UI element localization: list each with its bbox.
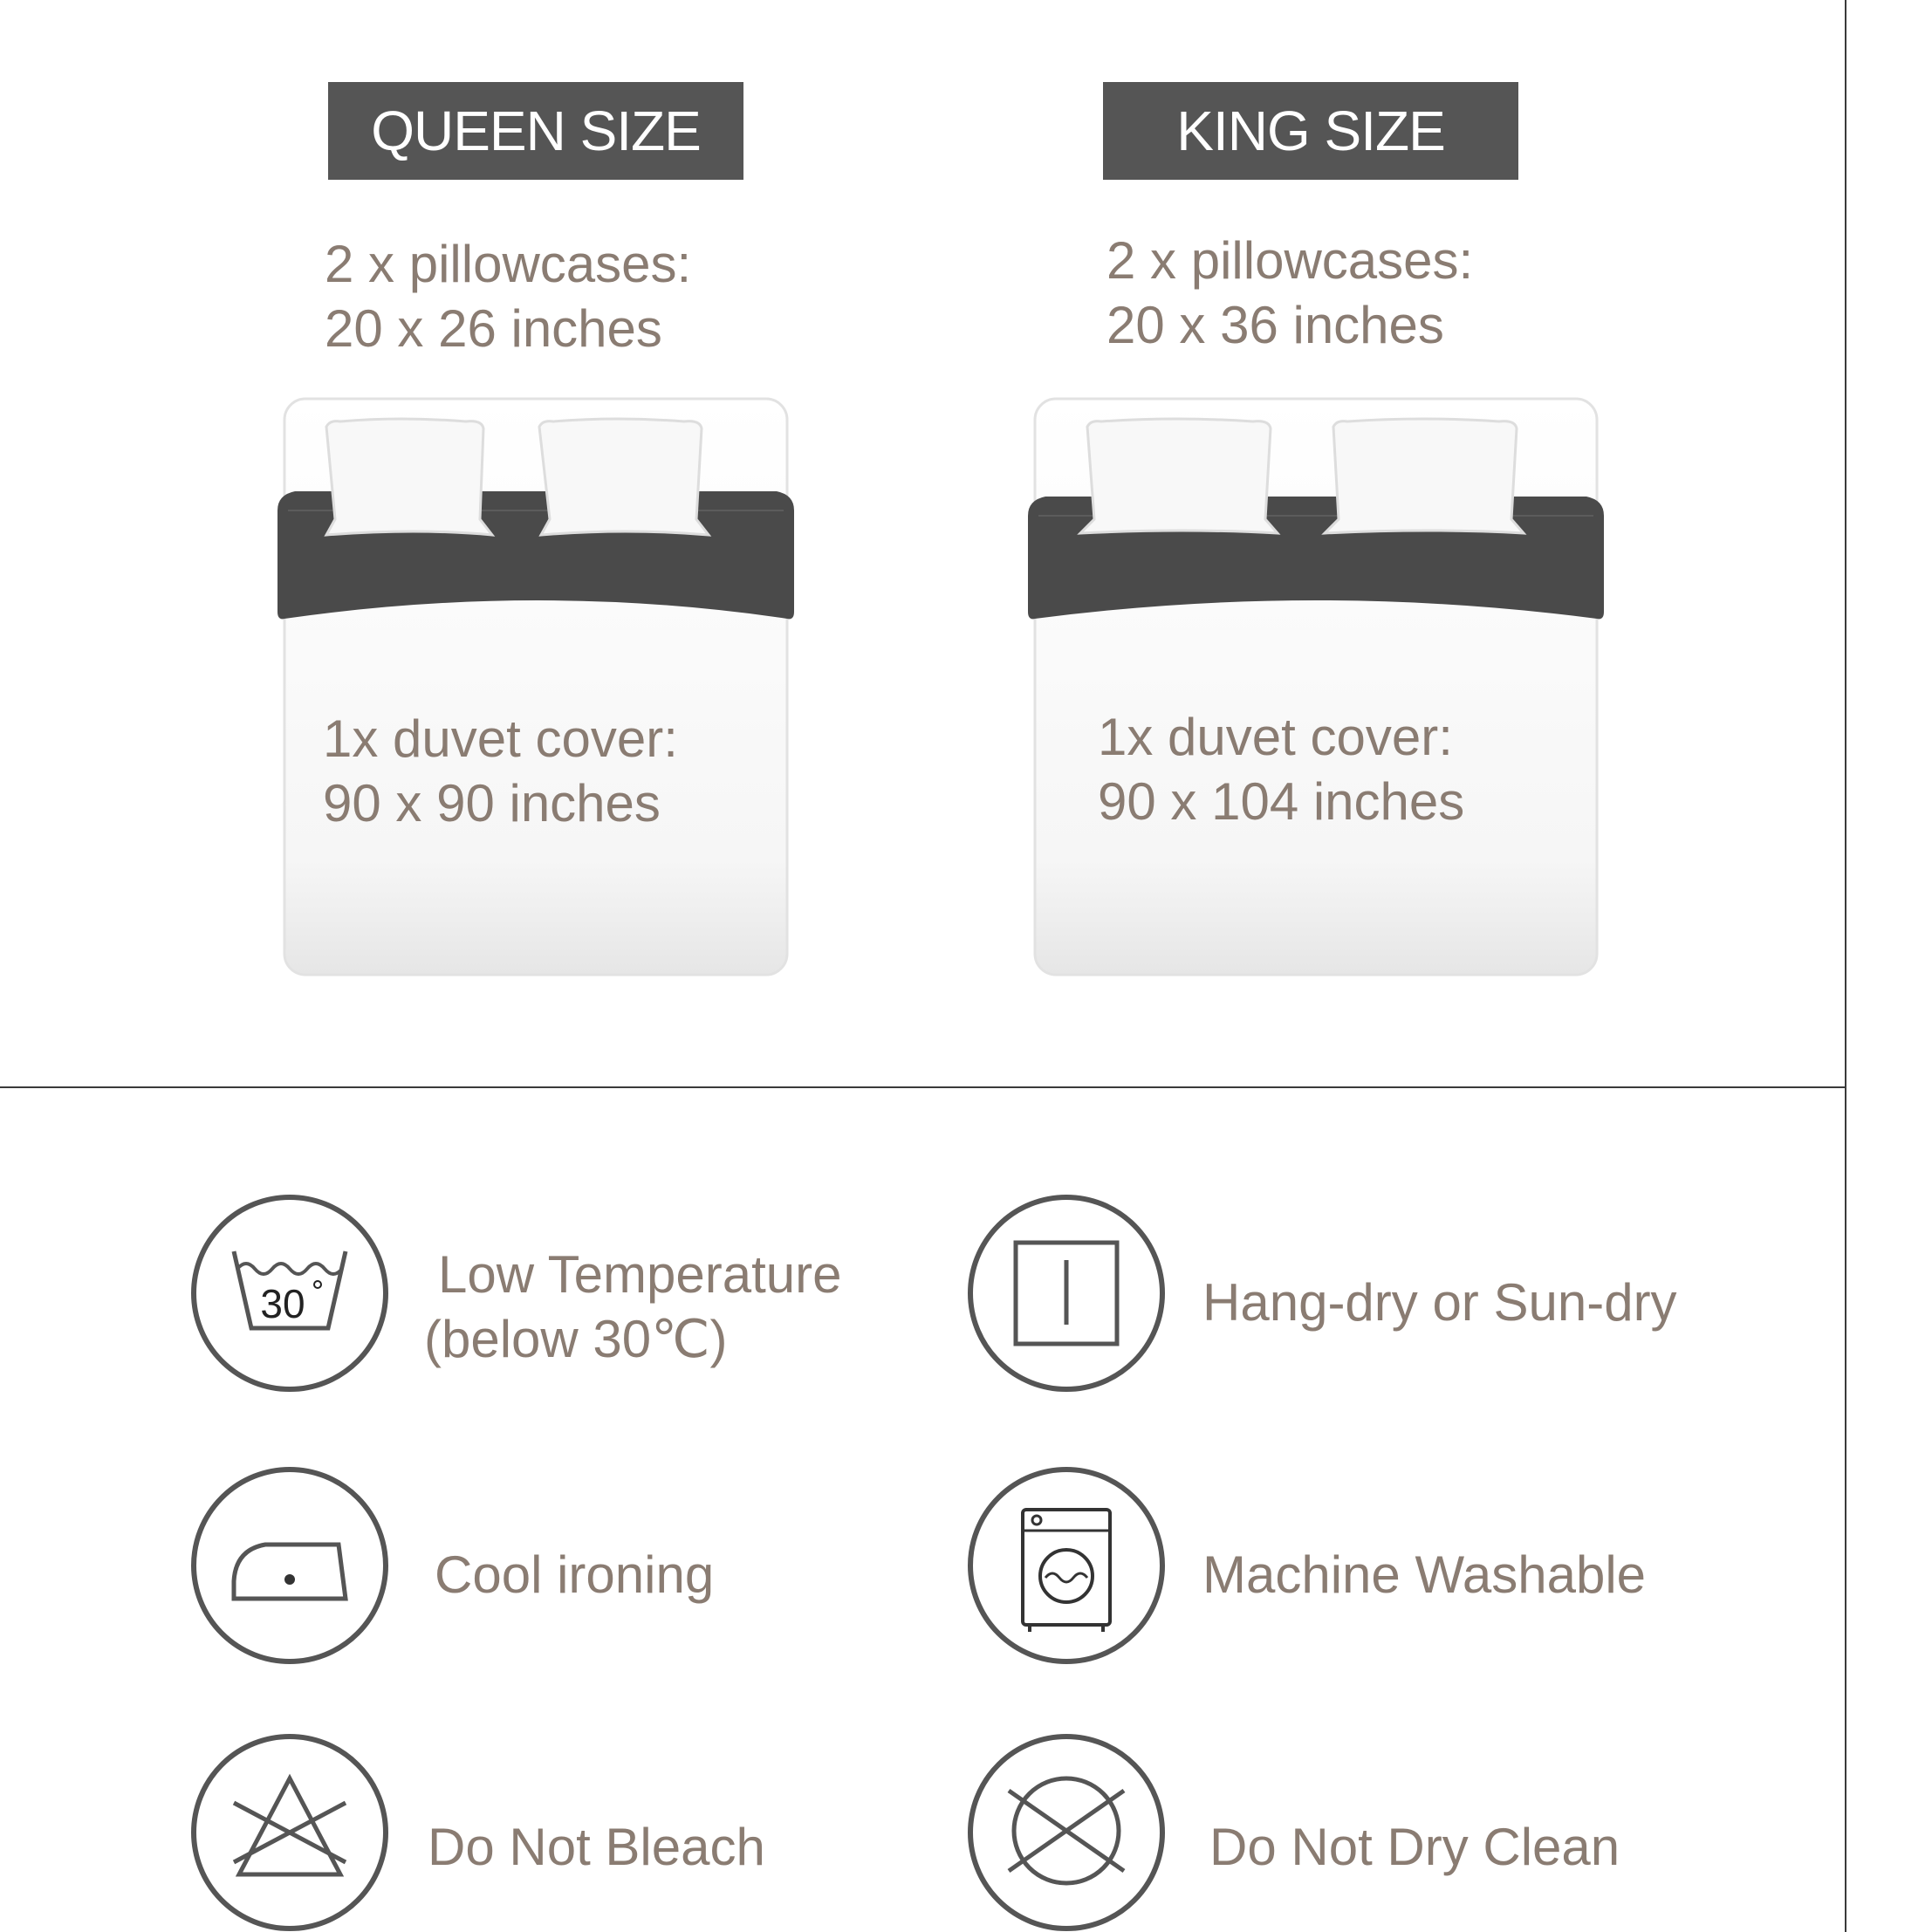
no-bleach-icon	[190, 1733, 389, 1932]
hang-dry-icon	[967, 1194, 1166, 1393]
no-dry-clean-text: Do Not Dry Clean	[1209, 1818, 1620, 1876]
king-pillowcase-dimensions: 20 x 36 inches	[1106, 296, 1444, 354]
low-temperature-line2: (below 30℃)	[424, 1310, 728, 1368]
king-bed-illustration	[1028, 397, 1604, 976]
horizontal-divider	[0, 1086, 1846, 1088]
wash-30-icon	[190, 1194, 389, 1393]
king-duvet-dimensions: 90 x 104 inches	[1098, 772, 1465, 831]
queen-pillowcase-info	[325, 232, 691, 361]
low-temperature-line1: Low Temperature	[438, 1245, 842, 1304]
washing-machine-icon	[967, 1466, 1166, 1665]
queen-bed-illustration	[277, 397, 794, 976]
low-temperature-text	[424, 1243, 841, 1372]
vertical-divider	[1845, 0, 1846, 1932]
king-duvet-info	[1098, 705, 1464, 834]
no-bleach-text: Do Not Bleach	[428, 1818, 765, 1876]
queen-duvet-dimensions: 90 x 90 inches	[323, 774, 661, 832]
queen-pillowcase-count: 2 x pillowcases:	[325, 235, 692, 293]
no-dry-clean-icon	[967, 1733, 1166, 1932]
machine-washable-text: Machine Washable	[1202, 1545, 1647, 1604]
king-pillowcase-count: 2 x pillowcases:	[1106, 231, 1474, 290]
iron-icon	[190, 1466, 389, 1665]
queen-duvet-count: 1x duvet cover:	[323, 709, 678, 768]
king-size-label: KING SIZE	[1103, 82, 1518, 180]
hang-dry-text: Hang-dry or Sun-dry	[1202, 1273, 1677, 1332]
king-duvet-count: 1x duvet cover:	[1098, 708, 1453, 766]
king-pillowcase-info	[1106, 229, 1473, 358]
queen-duvet-info	[323, 707, 678, 836]
cool-ironing-text: Cool ironing	[435, 1545, 715, 1604]
wash-temperature-number: 30	[260, 1281, 305, 1326]
queen-size-label: QUEEN SIZE	[328, 82, 743, 180]
queen-pillowcase-dimensions: 20 x 26 inches	[325, 299, 662, 358]
